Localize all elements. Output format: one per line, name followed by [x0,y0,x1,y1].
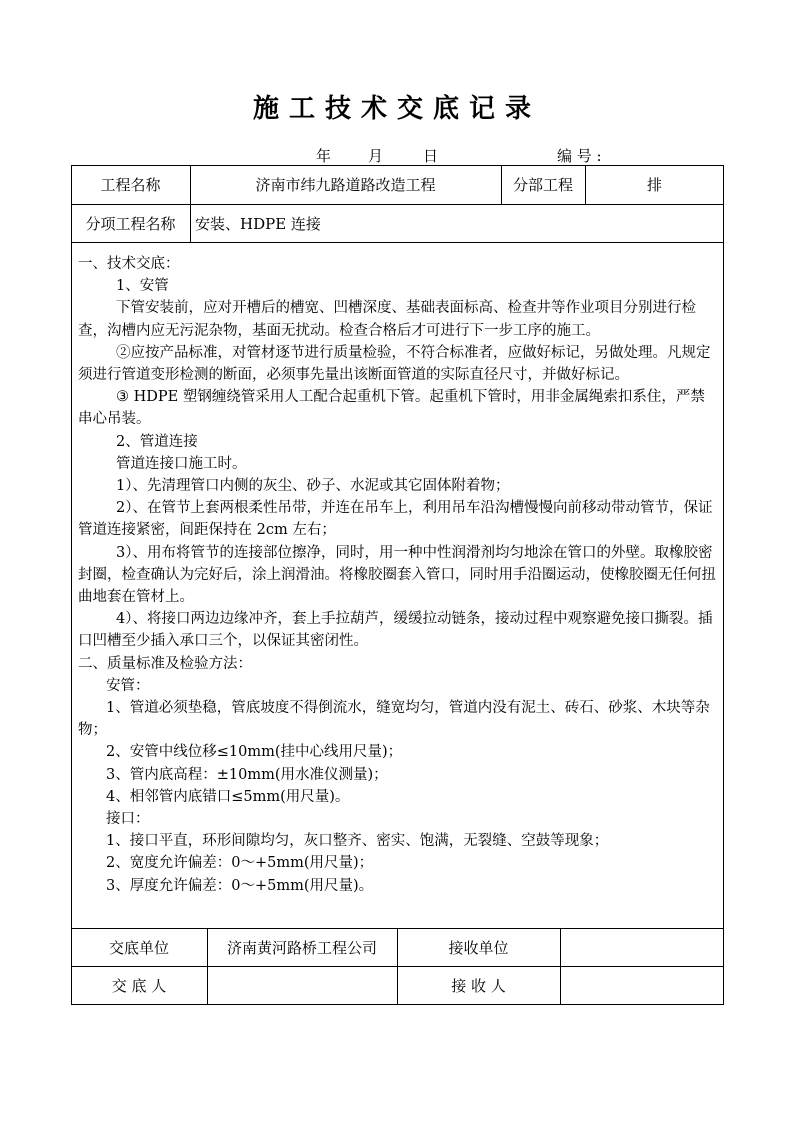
number-label: 编 号 : [557,147,602,165]
receiver-label: 接 收 人 [451,977,506,995]
paragraph: 管道连接口施工时。 [116,455,247,472]
receiving-unit-label: 接收单位 [448,938,509,957]
disclosure-content [78,253,718,897]
month-label: 月 [368,147,384,165]
subproject-value: 安装、HDPE 连接 [195,214,321,233]
project-name-label: 工程名称 [100,176,161,194]
section-heading: 二、质量标准及检验方法： [78,655,252,672]
day-label: 日 [423,147,439,165]
year-label: 年 [316,147,332,165]
division-value: 排 [646,176,662,194]
date-line [0,145,794,165]
division-label: 分部工程 [512,176,573,194]
paragraph: 4、相邻管内底错口≤5mm(用尺量)。 [106,788,350,805]
paragraph: 下管安装前，应对开槽后的槽宽、凹槽深度、基础表面标高、检查井等作业项目分别进行检查，沟槽内应无污泥杂物，基面无扰动。检查合格后才可进行下一步工序的施工。 [78,300,696,339]
disclosing-unit-value: 济南黄河路桥工程公司 [226,938,377,957]
receiver-value[interactable] [560,966,724,1005]
row-divider [71,242,724,243]
paragraph: 1、管道必须垫稳，管底坡度不得倒流水，缝宽均匀，管道内没有泥土、砖石、砂浆、木块等杂物； [78,700,710,739]
discloser-value[interactable] [207,966,397,1005]
paragraph: 2、宽度允许偏差：0～+5mm(用尺量)； [106,855,374,872]
document-title: 施工技术交底记录 [252,94,541,124]
paragraph: 3、管内底高程：±10mm(用水准仪测量)； [106,766,388,783]
subsection-heading: 2、管道连接 [116,433,198,450]
subsection-heading: 接口： [106,811,150,828]
subproject-label: 分项工程名称 [85,214,176,233]
paragraph: 2）、在管节上套两根柔性吊带，并连在吊车上，利用吊车沿沟槽慢慢向前移动带动管节，保证管道连接紧密，间距保持在 2cm 左右； [78,500,713,539]
subsection-heading: 1、安管 [116,278,169,295]
paragraph: 1）、先清理管口内侧的灰尘、砂子、水泥或其它固体附着物； [116,478,510,495]
paragraph: ②应按产品标准，对管材逐节进行质量检验，不符合标准者，应做好标记，另做处理。凡规定须进行管道变形检测的断面，必须事先量出该断面管道的实际直径尺寸，并做好标记。 [78,344,711,384]
project-name-value: 济南市纬九路道路改造工程 [255,176,436,194]
discloser-label: 交 底 人 [111,977,167,995]
section-heading: 一、技术交底： [78,256,180,272]
receiving-unit-value[interactable] [560,928,724,966]
paragraph: 2、安管中线位移≤10mm(挂中心线用尺量)； [106,744,403,761]
paragraph: 1、接口平直，环形间隙均匀，灰口整齐、密实、饱满，无裂缝、空鼓等现象； [106,833,609,850]
paragraph: 3、厚度允许偏差：0～+5mm(用尺量)。 [106,877,374,894]
paragraph: 4）、将接口两边边缘冲齐，套上手拉葫芦，缓缓拉动链条，接动过程中观察避免接口撕裂。插口凹槽至少插入承口三个，以保证其密闭性。 [78,611,713,650]
subsection-heading: 安管： [106,677,150,694]
paragraph: 3）、用布将管节的连接部位擦净，同时，用一种中性润滑剂均匀地涂在管口的外壁。取橡胶密封圈，检查确认为完好后，涂上润滑油。将橡胶圈套入管口，同时用手沿圈运动，使橡胶圈无任何扭曲地套在管材上。 [78,544,716,606]
paragraph: ③ HDPE 塑钢缠绕管采用人工配合起重机下管。起重机下管时，用非金属绳索扣系住，严禁串心吊装。 [78,389,705,428]
disclosing-unit-label: 交底单位 [108,938,169,957]
